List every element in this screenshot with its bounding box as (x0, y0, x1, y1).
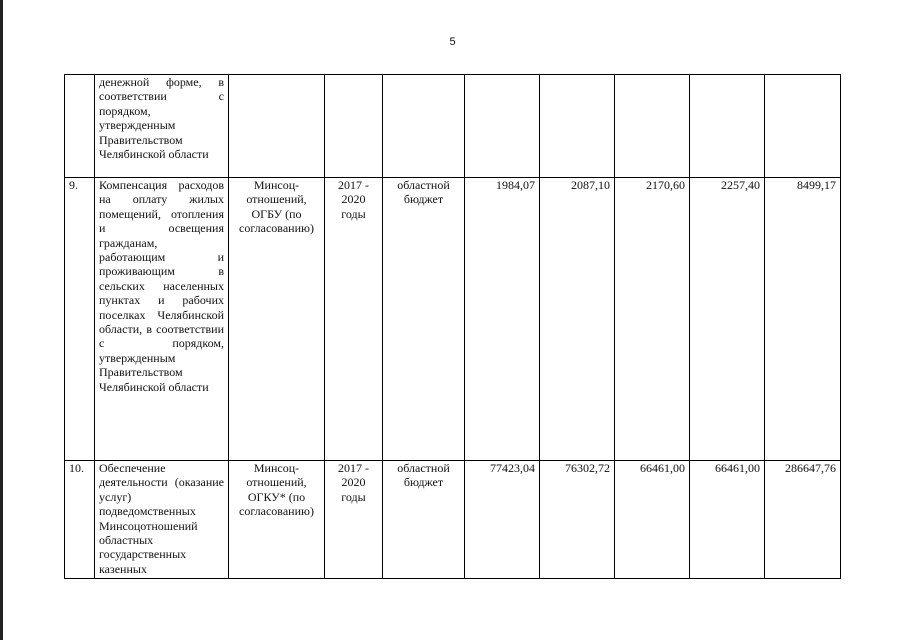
row-number: 10. (65, 461, 95, 579)
row-executor: Минсоц-отношений, ОГКУ* (по согласованию) (229, 461, 325, 579)
row-value: 76302,72 (540, 461, 615, 579)
row-value (690, 75, 765, 178)
table-row-continuation (65, 75, 841, 178)
row-value: 286647,76 (765, 461, 841, 579)
row-value: 66461,00 (690, 461, 765, 579)
table-row-9 (65, 178, 841, 461)
row-value: 2170,60 (615, 178, 690, 461)
row-value (615, 75, 690, 178)
row-value: 8499,17 (765, 178, 841, 461)
row-description: Компенсация расходов на оплату жилых помещений, отопления и освещения гражданам, работающим и проживающим в сельских населенных пунктах и рабочих поселках Челябинской области, в соответствии с порядком, утвержденным Правительством Челябинской области (95, 178, 229, 461)
table-row-10 (65, 461, 841, 579)
row-value: 77423,04 (465, 461, 540, 579)
row-period: 2017 - 2020 годы (325, 461, 383, 579)
row-source (383, 75, 465, 178)
row-value: 1984,07 (465, 178, 540, 461)
row-value (765, 75, 841, 178)
page-number: 5 (449, 36, 456, 48)
row-value: 2087,10 (540, 178, 615, 461)
row-period (325, 75, 383, 178)
row-value: 2257,40 (690, 178, 765, 461)
row-executor: Минсоц-отношений, ОГБУ (по согласованию) (229, 178, 325, 461)
row-number (65, 75, 95, 178)
row-period: 2017 - 2020 годы (325, 178, 383, 461)
scan-left-edge (0, 0, 3, 640)
row-executor (229, 75, 325, 178)
row-source: областной бюджет (383, 461, 465, 579)
row-value (465, 75, 540, 178)
row-source: областной бюджет (383, 178, 465, 461)
program-table (64, 74, 841, 579)
row-number: 9. (65, 178, 95, 461)
row-description: денежной форме, в соответствии с порядком, утвержденным Правительством Челябинской области (95, 75, 229, 178)
row-value: 66461,00 (615, 461, 690, 579)
row-value (540, 75, 615, 178)
row-description: Обеспечение деятельности (оказание услуг) подведомственных Минсоцотношений областных государственных казенных (95, 461, 229, 579)
